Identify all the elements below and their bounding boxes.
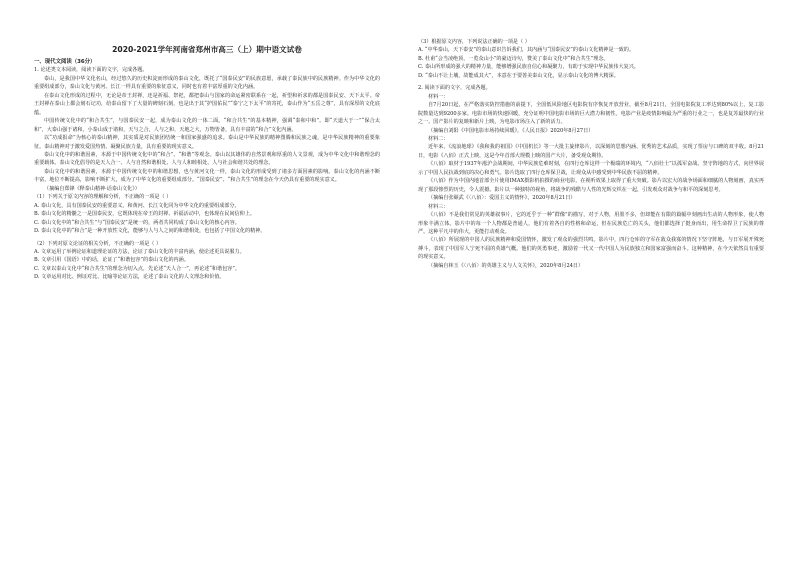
material-label: 材料三：	[428, 203, 449, 210]
option: A. 文章运用了举例论证和道理论证的方法，论证了泰山文化的丰富内涵，使论述更具说服力。	[34, 248, 245, 255]
left-column	[34, 58, 380, 282]
paragraph: 以“功成报命”为核心的泰山精神，其实质是对民族团结统一和国家强盛的追求。泰山是中华民族的精神图腾和民族之魂，是中华民族精神的重要象征。泰山精神对于激发爱国热情、凝聚民族力量，具有重要的现实意义。	[34, 135, 380, 150]
paragraph: 近年来，《流浪地球》《我和我的祖国》《中国机长》等一大批主旋律影片，以深刻的思想内涵、优秀的艺术品质，实现了票房与口碑的双丰收。8月21日，电影《八佰》正式上映，这是今年首部大规模上映的国产大片，备受观众期待。	[418, 144, 764, 159]
option: A. “中华泰山，天下泰安”的泰山意识告诉我们，其内涵与“国泰民安”的泰山文化精神是一致的。	[418, 47, 634, 54]
paragraph: 《八佰》取材于1937年淞沪会战期间，中华民族危难时刻，在四行仓库这样一个极端的环境内，“八佰壮士”以孤军奋战、坚守阵地的方式，向世界展示了中国人民抗战到底的决心和勇气。影片选取了四行仓库保卫战，让观众从中感受到中华民族不屈的精神。	[418, 161, 764, 176]
option: C. 泰山所形成的强大的精神力量，能够增强民族自信心和凝聚力，有助于实现中华民族伟大复兴。	[418, 64, 639, 71]
option: D. “泰山不让土壤，故能成其大”，本意在于要善美泰山文化，显示泰山文化的博大精深。	[418, 72, 619, 79]
paragraph: 泰山文化中的和谐因素，本源于中国传统文化中的“和合”、“和谐”等观念。泰山以其雄伟的自然景观和厚重的人文景观，成为中华文化中和谐理念的重要载体。泰山文化倡导的是天人合一、人与自然和谐相处、人与人和睦相处、人与社会和谐共处的理念。	[34, 151, 380, 167]
option: B. 泰山文化的精髓之一是国泰民安，它既体现在帝王的封禅、祈福活动中，也体现在民间信仰上。	[34, 211, 255, 218]
option: D. 泰山文化中的“和合”是一种开放性文化，能够与人与人之间的和谐相处，也包括了中国文化的精神。	[34, 228, 266, 235]
source-note: （摘编自刘阳《中国电影市场持续回暖》，《人民日报》2020年8月27日）	[428, 127, 594, 134]
exam-title: 2020-2021学年河南省郑州市高三（上）期中语文试卷	[112, 45, 302, 54]
paragraph: 自7月20日起，在严格落实防控措施的前提下，全国低风险地区电影院有序恢复开放营业，截至8月21日，全国电影院复工率达到80%以上，复工影院数量达到9200多家。电影市场的快速回暖，充分证明中国电影市场的巨大潜力和韧性。电影产业是疫情影响最为严重的行业之一，也是复苏最快的行业之一。国产影片的复映和新片上映，为电影市场注入了新的活力。	[418, 102, 764, 126]
paragraph: 泰山文化中的和谐因素，本源于中国传统文化中的和谐思想，也与黄河文化一样，泰山文化的形成受到了诸多方面因素的影响。泰山文化的内涵不断丰富，地位不断提高，影响不断扩大，成为了中华文化的重要组成部分。“国泰民安”、“和合共生”的理念在今天仍具有重要的现实意义。	[34, 168, 380, 184]
material-label: 材料一：	[428, 93, 449, 100]
question: 2. 阅读下面的文字，完成各题。	[418, 85, 491, 92]
source-note: （摘编自郑锋《释泰山精神·话泰山文化》）	[44, 185, 140, 192]
question: （1）下列关于原文内容的理解和分析，不正确的一项是（ ）	[34, 194, 172, 201]
paragraph: 在泰山文化形成的过程中，无论是帝王封禅，还是祈福、祭祀，都把泰山与国家的命运紧密联系在一起，祈望和祈求的都是国泰民安、天下太平。帝王封禅在泰山上都会刻石记功，给泰山留下了大量的碑刻石刻，也是出于其“护国佑民”“泰宁之下太平”的寄托，泰山作为“五岳之尊”，具有深厚的文化底蕴。	[34, 92, 380, 116]
option: C. 文章以泰山文化中“和合共生”的理念为切入点，先论述“天人合一”，再论述“和谐包容”。	[34, 265, 240, 272]
section-heading: 一、现代文阅读（36分）	[34, 59, 96, 65]
material-label: 材料二：	[428, 135, 449, 142]
paragraph: 《八佰》不是我们常见的英雄叙事片，它的近乎于一种“群像”的描写，对于人物，用墨不多，但却能在有限的篇幅中刻画出生动的人物形象，使人物形象丰满立体。影片中的每一个人物都是普通人，他们有着各自的性格和命运，但在民族危亡的关头，他们都选择了挺身而出，用生命捍卫了民族的尊严。这种平凡中的伟大，更能打动观众。	[418, 212, 764, 235]
option: A. 泰山文化，具有国泰民安的重要意义，和黄河、长江文化同为中华文化的重要组成部分。	[34, 202, 240, 209]
option: B. 杜甫“会当凌绝顶，一览众山小”的豪迈诗句，赞美了泰山文化中“和合共生”理念。	[418, 55, 609, 62]
option: C. 泰山文化中的“和合共生”与“国泰民安”是统一的，两者共同构成了泰山文化的核心内容。	[34, 219, 240, 226]
question: （2）下列对原文论证的相关分析，不正确的一项是（ ）	[34, 240, 162, 247]
paragraph: 泰山，是我国中华文化名山，经过悠久的历史积淀而形成的泰山文化，既托了“国泰民安”的民族意愿，承载了泰民族中的民族精神。作为中华文化的重要组成部分，泰山文化与黄河、长江一样具有重要的象征意义，同时也有着丰富厚重的文化内涵。	[34, 75, 380, 91]
paragraph: 《八佰》作为中国内地首部全片使用IMAX摄影机拍摄的商业电影，在视听效果上取得了重大突破。影片以宏大的战争场面和细腻的人物刻画，真实再现了那段惨烈的历史，令人震撼。影片以一种独特的视角，将战争的残酷与人性的光辉交织在一起，引发观众对战争与和平的深刻思考。	[418, 178, 764, 193]
paragraph: 《八佰》所展现的中国人的民族精神和爱国情怀，激发了观众的强烈共鸣。影片中，四行仓库的守军在敌众我寡的情况下坚守阵地，与日军展开殊死搏斗，表现了中国军人宁死不屈的英雄气概。他们的英勇事迹，激励着一代又一代中国人为民族独立和国家富强而奋斗。这种精神，在今天依然具有重要的现实意义。	[418, 237, 764, 261]
question: （3）根据原文内容，下列说法正确的一项是（ ）	[418, 39, 530, 45]
right-column	[418, 38, 764, 270]
paragraph: 1. 论述类文本阅读，阅读下面的文字，完成各题。	[34, 67, 148, 74]
paragraph: 中国传统文化中的“和合共生”，与国泰民安一起，成为泰山文化的一体二面。“和合共生”的基本精神，强调“泰和中和”。即“天道大于一”“保合太和”，大泰山强于诸和，小泰山成于诸和，天与之合，人与之和，天地之大，万物皆备，具有丰富的“和合”文化内涵。	[34, 118, 380, 133]
option: D. 文章运用对比、例证对比、比喻等论证方法，论述了泰山文化的人文理念和价值。	[34, 274, 225, 281]
option: B. 文章引用《国语》中的话，论证了“和谐包容”的泰山文化的内涵。	[34, 257, 189, 264]
source-note: （摘编自张颐武《〈八佰〉：爱国主义的情怀》，2020年8月21日）	[428, 195, 576, 202]
source-note: （摘编自林玉《〈八佰〉的英雄主义与人文关怀》，2020年8月24日）	[428, 262, 584, 269]
